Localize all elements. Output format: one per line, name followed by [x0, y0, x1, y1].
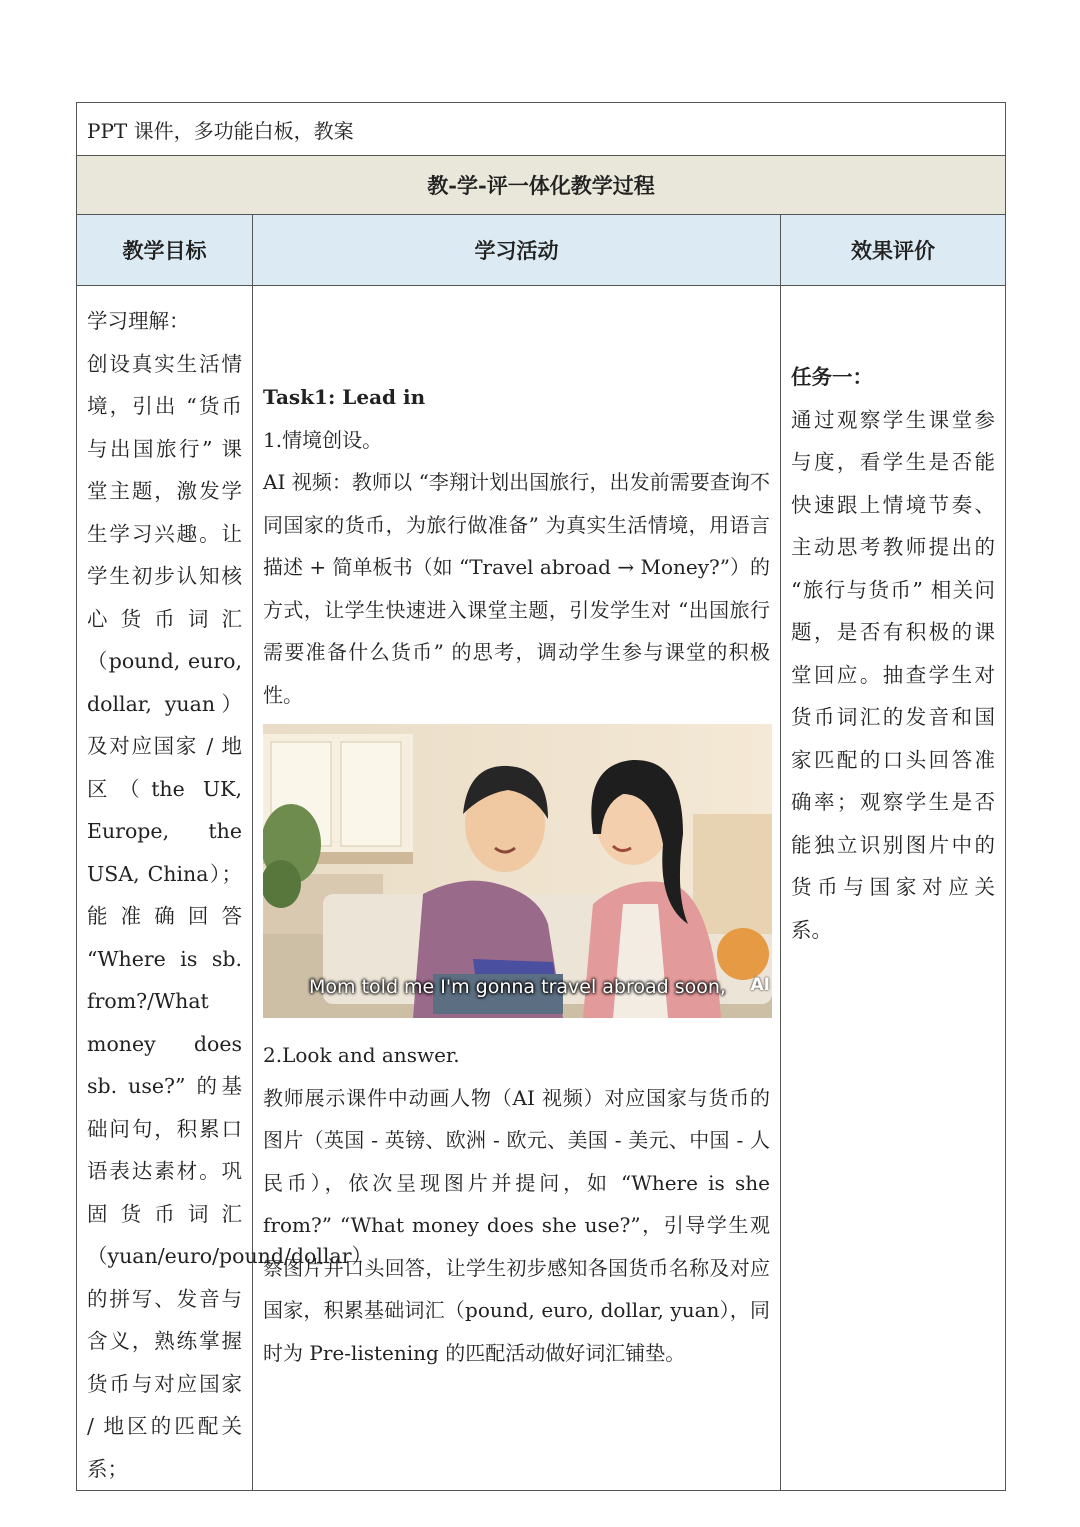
step2-title: 2.Look and answer. [263, 1043, 460, 1067]
goal-heading: 学习理解： [87, 309, 190, 333]
goal-body: 创设真实生活情境，引出 “货币与出国旅行” 课堂主题，激发学生学习兴趣。让学生初步认知核心货币词汇（pound, euro, dollar, yuan）及对应国家 / 地区（the UK, Europe, the USA, China）；能准确回答 “Where is sb. from?/What money does sb. use?” 的基础问句，积累口语表达素材。巩固货币词汇（yuan/euro/pound/dollar）的拼写、发音与含义，熟练掌握货币与对应国家 / 地区的匹配关系； [87, 351, 372, 1481]
ai-badge: AI [750, 974, 770, 995]
activity-cell [253, 286, 781, 1491]
step2-body: 教师展示课件中动画人物（AI 视频）对应国家与货币的图片（英国 - 英镑、欧洲 - 欧元、美国 - 美元、中国 - 人民币），依次呈现图片并提问，如 “Where is she from?” “What money does she use?”，引导学生观察图片并口头回答，让学生初步感知各国货币名称及对应国家，积累基础词汇（pound, euro, dollar, yuan），同时为 Pre-listening 的匹配活动做好词汇铺垫。 [263, 1085, 770, 1365]
video-caption: Mom told me I'm gonna travel abroad soon, [309, 975, 726, 998]
evaluation-heading: 任务一： [791, 365, 873, 389]
ai-video-frame [263, 724, 772, 1018]
header-goal: 教学目标 [77, 215, 253, 286]
process-title: 教-学-评一体化教学过程 [77, 156, 1006, 215]
header-evaluation: 效果评价 [781, 215, 1006, 286]
task-title: Task1: Lead in [263, 385, 426, 409]
teaching-resources: PPT 课件，多功能白板，教案 [77, 103, 1006, 156]
header-activity: 学习活动 [253, 215, 781, 286]
lesson-plan-table [76, 102, 1006, 1491]
step1-title: 1.情境创设。 [263, 427, 383, 452]
step1-body: AI 视频：教师以 “李翔计划出国旅行，出发前需要查询不同国家的货币，为旅行做准备” 为真实生活情境，用语言描述 + 简单板书（如 “Travel abroad → Money?”）的方式，让学生快速进入课堂主题，引发学生对 “出国旅行需要准备什么货币” 的思考，调动学生参与课堂的积极性。 [263, 470, 770, 707]
evaluation-cell [781, 286, 1006, 1491]
evaluation-body: 通过观察学生课堂参与度，看学生是否能快速跟上情境节奏、主动思考教师提出的 “旅行与货币” 相关问题，是否有积极的课堂回应。抽查学生对货币词汇的发音和国家匹配的口头回答准确率；观察学生是否能独立识别图片中的货币与国家对应关系。 [791, 407, 996, 942]
